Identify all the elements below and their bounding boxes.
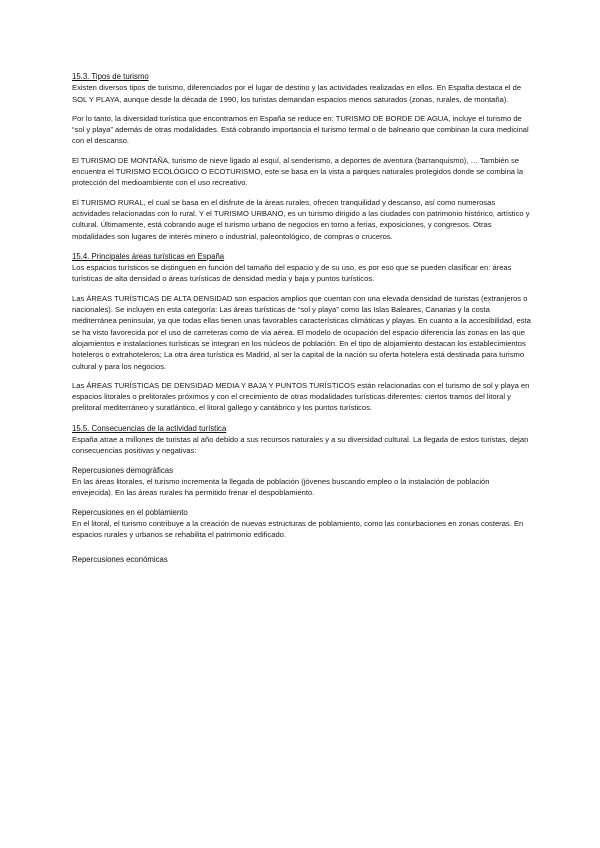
paragraph: Las ÁREAS TURÍSTICAS DE DENSIDAD MEDIA Y BAJA Y PUNTOS TURÍSTICOS están relacionadas con el turismo de sol y playa en espacios litorales o prelitorales próximos y con el crecimiento de otras modalidades turísticas diferentes: ciertos tramos del litoral y prelitoral mediterráneo y suratlántico, el litoral gallego y cantábrico y los puntos turísticos. xyxy=(72,380,530,413)
paragraph: Los espacios turísticos se distinguen en función del tamaño del espacio y de su uso, es por eso que se pueden clasificar en: áreas turísticas de alta densidad o áreas turísticas de densidad media y baja y puntos turísticos. xyxy=(72,263,512,284)
section-heading: 15.3. Tipos de turismo xyxy=(72,72,149,81)
section-principales-areas xyxy=(72,251,532,414)
subsection-title: Repercusiones demográficas xyxy=(72,465,173,475)
paragraph: El TURISMO DE MONTAÑA, turismo de nieve ligado al esquí, al senderismo, a deportes de aventura (barranquismo), … También se encuentra el TURISMO ECOLÓGICO O ECOTURISMO, este se basa en la vista a parques naturales protegidos donde se combina la protección del medioambiente con el uso recreativo. xyxy=(72,155,524,188)
section-tipos-de-turismo xyxy=(72,71,532,242)
section-heading: 15.5. Consecuencias de la actividad turística xyxy=(72,423,227,433)
document-page xyxy=(72,71,532,575)
subsection-title: Repercusiones en el poblamiento xyxy=(72,507,188,517)
section-consecuencias xyxy=(72,423,532,566)
paragraph: En el litoral, el turismo contribuye a la creación de nuevas estructuras de poblamiento, como las conurbaciones en zonas costeras. En espacios rurales y urbanos se rehabilita el patrimonio edificado. xyxy=(72,518,524,540)
paragraph: En las áreas litorales, el turismo incrementa la llegada de población (jóvenes buscando empleo o la instalación de población envejecida). En las áreas rurales ha permitido frenar el despoblamiento. xyxy=(72,476,490,498)
paragraph: Las ÁREAS TURÍSTICAS DE ALTA DENSIDAD son espacios amplios que cuentan con una elevada densidad de turistas (extranjeros o nacionales). Se incluyen en esta categoría: Las áreas turísticas de “sol y playa” como las Islas Baleares, Canarias y la costa mediterránea peninsular, ya que todas ellas tienen unas favorables características climáticas y playas. En cuanto a la accesibilidad, esta se ha visto favorecida por el uso de carreteras como de vía aérea. El modelo de ocupación del espacio diferencia las zonas en las que alojamientos e instalaciones turísticas se integran en los núcleos de población. En el tipo de alojamiento destacan los establecimientos hoteleros o extrahoteleros; La otra área turística es Madrid, al ser la capital de la nación su oferta hotelera está destinada para turismo cultural y para los negocios. xyxy=(72,293,531,371)
paragraph: Existen diversos tipos de turismo, diferenciados por el lugar de destino y las actividades realizadas en ellos. En España destaca el de SOL Y PLAYA, aunque desde la década de 1990, los turistas demandan espacios menos saturados (zonas, rurales, de montaña). xyxy=(72,83,522,104)
paragraph: Por lo tanto, la diversidad turística que encontramos en España se reduce en: TURISMO DE BORDE DE AGUA, incluye el turismo de “sol y playa” además de otras modalidades. Está cobrando importancia el turismo termal o de balneario que combinan la cura medicinal con el descanso. xyxy=(72,113,529,146)
paragraph: El TURISMO RURAL, el cual se basa en el disfrute de la áreas rurales, ofrecen tranquilidad y descanso, así como numerosas actividades relacionadas con lo rural. Y el TURISMO URBANO, es un turismo dirigido a las ciudades con patrimonio histórico, artístico y cultural. Últimamente, está cobrando auge el turismo urbano de negocios en torno a ferias, exposiciones, y congresos. Otras modalidades son lugares de interés minero o industrial, paleontológico, de compras o cruceros. xyxy=(72,197,530,241)
paragraph: España atrae a millones de turistas al año debido a sus recursos naturales y a su diversidad cultural. La llegada de estos turistas, dejan consecuencias positivas y negativas: xyxy=(72,435,529,456)
subsection-title: Repercusiones económicas xyxy=(72,555,168,565)
section-heading: 15.4. Principales áreas turísticas en España xyxy=(72,251,225,261)
